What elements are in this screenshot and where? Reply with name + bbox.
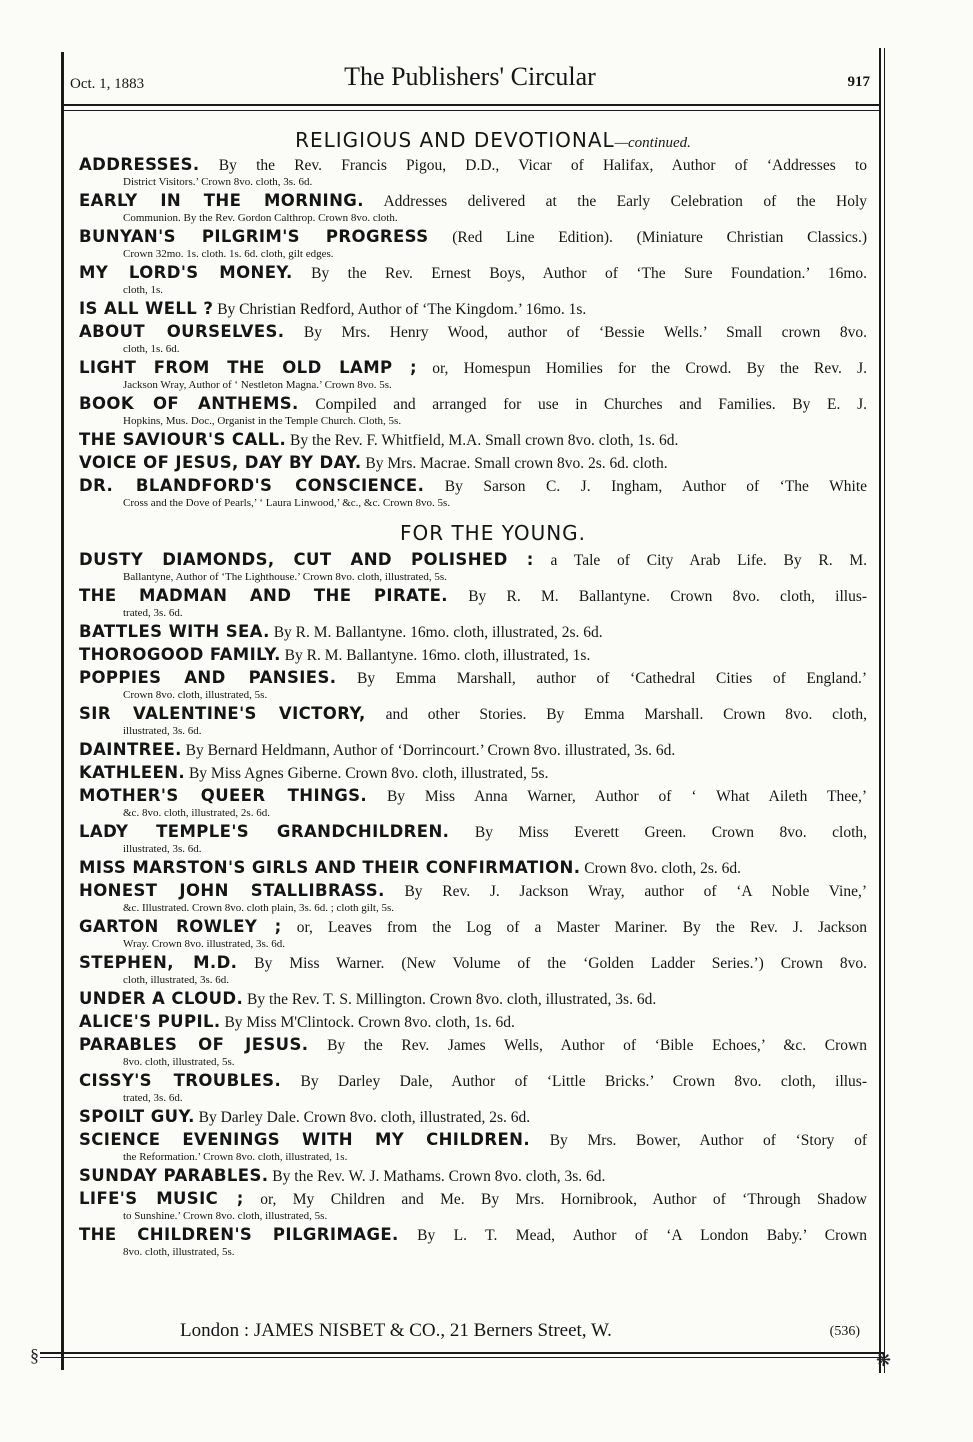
book-entry bbox=[79, 953, 867, 989]
book-entry bbox=[79, 822, 867, 858]
ad-code: (536) bbox=[829, 1324, 860, 1339]
book-description: and other Stories. By Emma Marshall. Crown 8vo. cloth, bbox=[385, 706, 868, 723]
book-details: cloth, 1s. 6d. bbox=[123, 343, 180, 355]
book-description: By L. T. Mead, Author of ‘A London Baby.’ Crown bbox=[417, 1227, 868, 1244]
book-title: GARTON ROWLEY ; bbox=[79, 917, 282, 936]
book-details: District Visitors.’ Crown 8vo. cloth, 3s. 6d. bbox=[123, 176, 313, 188]
book-entry-line bbox=[79, 953, 867, 974]
book-entry-line bbox=[79, 881, 867, 902]
book-entry bbox=[79, 263, 867, 299]
book-description: Addresses delivered at the Early Celebration of the Holy bbox=[383, 193, 867, 210]
book-title: STEPHEN, M.D. bbox=[79, 953, 238, 972]
young-list bbox=[79, 550, 867, 1261]
book-description: By Darley Dale. Crown 8vo. cloth, illustrated, 2s. 6d. bbox=[198, 1109, 531, 1126]
book-title: MOTHER'S QUEER THINGS. bbox=[79, 786, 368, 805]
book-entry-line bbox=[79, 1035, 867, 1056]
book-entry-line bbox=[79, 822, 867, 843]
book-details: Crown 32mo. 1s. cloth. 1s. 6d. cloth, gilt edges. bbox=[123, 248, 334, 260]
book-entry-line bbox=[79, 476, 867, 497]
book-details: illustrated, 3s. 6d. bbox=[123, 843, 202, 855]
book-title: LIGHT FROM THE OLD LAMP ; bbox=[79, 358, 417, 377]
book-details: illustrated, 3s. 6d. bbox=[123, 725, 202, 737]
book-title: KATHLEEN. bbox=[79, 763, 186, 782]
book-title: DAINTREE. bbox=[79, 740, 182, 759]
book-entry bbox=[79, 586, 867, 622]
book-entry bbox=[79, 453, 867, 476]
book-entry-line bbox=[79, 622, 867, 643]
footer-rule-thin bbox=[40, 1357, 885, 1358]
book-title: DR. BLANDFORD'S CONSCIENCE. bbox=[79, 476, 425, 495]
book-entry-line bbox=[79, 191, 867, 212]
book-entry bbox=[79, 191, 867, 227]
book-description: By Miss Everett Green. Crown 8vo. cloth, bbox=[474, 824, 868, 841]
book-entry bbox=[79, 881, 867, 917]
book-description: Crown 8vo. cloth, 2s. 6d. bbox=[584, 860, 742, 877]
footer-rule bbox=[40, 1352, 885, 1354]
book-description: By the Rev. W. J. Mathams. Crown 8vo. cloth, 3s. 6d. bbox=[272, 1168, 606, 1185]
book-entry bbox=[79, 1225, 867, 1261]
book-entry bbox=[79, 227, 867, 263]
book-title: THOROGOOD FAMILY. bbox=[79, 645, 281, 664]
header-rule-thin bbox=[64, 110, 879, 111]
page-footer bbox=[180, 1320, 860, 1342]
book-entry bbox=[79, 476, 867, 512]
book-description: By Mrs. Henry Wood, author of ‘Bessie Wells.’ Small crown 8vo. bbox=[303, 324, 867, 341]
book-entry bbox=[79, 786, 867, 822]
book-details: &c. 8vo. cloth, illustrated, 2s. 6d. bbox=[123, 807, 270, 819]
header-title: The Publishers' Circular bbox=[344, 62, 596, 91]
book-description: By Rev. J. Jackson Wray, author of ‘A Noble Vine,’ bbox=[404, 883, 868, 900]
book-entry bbox=[79, 1012, 867, 1035]
book-entry-line bbox=[79, 227, 867, 248]
book-title: POPPIES AND PANSIES. bbox=[79, 668, 337, 687]
book-description: or, Leaves from the Log of a Master Mariner. By the Rev. J. Jackson bbox=[296, 919, 868, 936]
book-description: By Miss Warner. (New Volume of the ‘Golden Ladder Series.’) Crown 8vo. bbox=[254, 955, 867, 972]
book-title: ALICE'S PUPIL. bbox=[79, 1012, 221, 1031]
book-title: DUSTY DIAMONDS, CUT AND POLISHED : bbox=[79, 550, 534, 569]
book-entry-line bbox=[79, 1107, 867, 1128]
side-ornament-icon: § bbox=[30, 1345, 39, 1365]
book-description: a Tale of City Arab Life. By R. M. bbox=[550, 552, 868, 569]
book-entry-line bbox=[79, 704, 867, 725]
page-content bbox=[79, 125, 867, 1261]
header-rule bbox=[64, 104, 879, 106]
book-description: or, Homespun Homilies for the Crowd. By the Rev. J. bbox=[432, 360, 867, 377]
section-title-religious-text: RELIGIOUS AND DEVOTIONAL bbox=[295, 128, 615, 152]
book-title: BUNYAN'S PILGRIM'S PROGRESS bbox=[79, 227, 429, 246]
section-title-religious bbox=[119, 125, 867, 155]
book-entry-line bbox=[79, 740, 867, 761]
book-title: SCIENCE EVENINGS WITH MY CHILDREN. bbox=[79, 1130, 531, 1149]
book-description: By R. M. Ballantyne. 16mo. cloth, illustrated, 2s. 6d. bbox=[273, 624, 603, 641]
book-title: UNDER A CLOUD. bbox=[79, 989, 244, 1008]
book-entry-line bbox=[79, 917, 867, 938]
book-entry-line bbox=[79, 263, 867, 284]
book-entry-line bbox=[79, 645, 867, 666]
book-title: CISSY'S TROUBLES. bbox=[79, 1071, 282, 1090]
book-details: trated, 3s. 6d. bbox=[123, 607, 183, 619]
book-entry-line bbox=[79, 155, 867, 176]
book-entry bbox=[79, 704, 867, 740]
book-title: THE CHILDREN'S PILGRIMAGE. bbox=[79, 1225, 399, 1244]
book-entry-line bbox=[79, 668, 867, 689]
book-entry-line bbox=[79, 1071, 867, 1092]
book-description: or, My Children and Me. By Mrs. Hornibrook, Author of ‘Through Shadow bbox=[260, 1191, 867, 1208]
right-border-rule-inner bbox=[884, 48, 885, 1373]
book-description: By the Rev. F. Whitfield, M.A. Small crown 8vo. cloth, 1s. 6d. bbox=[289, 432, 679, 449]
book-details: Jackson Wray, Author of ‘ Nestleton Magna.’ Crown 8vo. 5s. bbox=[123, 379, 392, 391]
book-entry bbox=[79, 299, 867, 322]
book-details: Ballantyne, Author of ‘The Lighthouse.’ Crown 8vo. cloth, illustrated, 5s. bbox=[123, 571, 447, 583]
book-title: ADDRESSES. bbox=[79, 155, 200, 174]
publisher-imprint: London : JAMES NISBET & CO., 21 Berners Street, W. bbox=[180, 1320, 612, 1341]
book-entry-line bbox=[79, 1225, 867, 1246]
book-entry bbox=[79, 1166, 867, 1189]
book-description: By Mrs. Bower, Author of ‘Story of bbox=[549, 1132, 867, 1149]
book-entry bbox=[79, 622, 867, 645]
book-entry-line bbox=[79, 989, 867, 1010]
book-entry bbox=[79, 430, 867, 453]
book-title: HONEST JOHN STALLIBRASS. bbox=[79, 881, 385, 900]
book-description: By R. M. Ballantyne. 16mo. cloth, illustrated, 1s. bbox=[284, 647, 591, 664]
book-title: SIR VALENTINE'S VICTORY, bbox=[79, 704, 366, 723]
book-entry bbox=[79, 155, 867, 191]
book-title: LADY TEMPLE'S GRANDCHILDREN. bbox=[79, 822, 450, 841]
book-entry bbox=[79, 763, 867, 786]
book-title: BATTLES WITH SEA. bbox=[79, 622, 270, 641]
book-entry-line bbox=[79, 763, 867, 784]
book-description: By Miss M'Clintock. Crown 8vo. cloth, 1s. 6d. bbox=[224, 1014, 515, 1031]
religious-list bbox=[79, 155, 867, 512]
section-title-continued: —continued. bbox=[614, 135, 691, 151]
book-entry bbox=[79, 989, 867, 1012]
book-details: to Sunshine.’ Crown 8vo. cloth, illustrated, 5s. bbox=[123, 1210, 328, 1222]
book-entry-line bbox=[79, 394, 867, 415]
book-details: Wray. Crown 8vo. illustrated, 3s. 6d. bbox=[123, 938, 285, 950]
book-title: PARABLES OF JESUS. bbox=[79, 1035, 309, 1054]
book-description: Compiled and arranged for use in Churches and Families. By E. J. bbox=[315, 396, 867, 413]
book-description: By Miss Agnes Giberne. Crown 8vo. cloth, illustrated, 5s. bbox=[188, 765, 549, 782]
book-entry-line bbox=[79, 786, 867, 807]
book-entry bbox=[79, 740, 867, 763]
book-entry bbox=[79, 917, 867, 953]
book-entry bbox=[79, 668, 867, 704]
left-border-rule bbox=[61, 52, 64, 1370]
book-entry-line bbox=[79, 358, 867, 379]
book-description: By Sarson C. J. Ingham, Author of ‘The White bbox=[444, 478, 868, 495]
book-entry bbox=[79, 1130, 867, 1166]
book-details: &c. Illustrated. Crown 8vo. cloth plain, 3s. 6d. ; cloth gilt, 5s. bbox=[123, 902, 394, 914]
book-entry-line bbox=[79, 1189, 867, 1210]
book-description: By Christian Redford, Author of ‘The Kingdom.’ 16mo. 1s. bbox=[217, 301, 587, 318]
book-title: THE MADMAN AND THE PIRATE. bbox=[79, 586, 448, 605]
book-entry bbox=[79, 358, 867, 394]
book-entry-line bbox=[79, 1130, 867, 1151]
book-entry-line bbox=[79, 858, 867, 879]
book-description: By the Rev. Francis Pigou, D.D., Vicar of Halifax, Author of ‘Addresses to bbox=[218, 157, 868, 174]
book-title: SPOILT GUY. bbox=[79, 1107, 195, 1126]
book-entry bbox=[79, 1035, 867, 1071]
book-entry-line bbox=[79, 453, 867, 474]
page-header bbox=[70, 62, 870, 96]
book-entry-line bbox=[79, 430, 867, 451]
book-title: MISS MARSTON'S GIRLS AND THEIR CONFIRMATION. bbox=[79, 858, 581, 877]
book-entry-line bbox=[79, 322, 867, 343]
book-title: MY LORD'S MONEY. bbox=[79, 263, 293, 282]
section-title-young: FOR THE YOUNG. bbox=[399, 521, 587, 545]
book-details: cloth, illustrated, 3s. 6d. bbox=[123, 974, 230, 986]
book-entry bbox=[79, 1189, 867, 1225]
book-title: THE SAVIOUR'S CALL. bbox=[79, 430, 287, 449]
book-entry bbox=[79, 322, 867, 358]
book-details: Crown 8vo. cloth, illustrated, 5s. bbox=[123, 689, 268, 701]
book-title: SUNDAY PARABLES. bbox=[79, 1166, 269, 1185]
book-description: By Bernard Heldmann, Author of ‘Dorrincourt.’ Crown 8vo. illustrated, 3s. 6d. bbox=[185, 742, 676, 759]
book-title: IS ALL WELL ? bbox=[79, 299, 214, 318]
book-entry bbox=[79, 394, 867, 430]
book-details: 8vo. cloth, illustrated, 5s. bbox=[123, 1246, 235, 1258]
book-description: By the Rev. T. S. Millington. Crown 8vo. cloth, illustrated, 3s. 6d. bbox=[247, 991, 657, 1008]
book-entry-line bbox=[79, 1012, 867, 1033]
book-description: By Miss Anna Warner, Author of ‘ What Aileth Thee,’ bbox=[386, 788, 867, 805]
header-date: Oct. 1, 1883 bbox=[70, 76, 145, 92]
book-description: By the Rev. James Wells, Author of ‘Bible Echoes,’ &c. Crown bbox=[327, 1037, 868, 1054]
book-details: the Reformation.’ Crown 8vo. cloth, illustrated, 1s. bbox=[123, 1151, 348, 1163]
book-title: BOOK OF ANTHEMS. bbox=[79, 394, 299, 413]
book-entry bbox=[79, 645, 867, 668]
header-page-number: 917 bbox=[847, 74, 870, 90]
book-entry-line bbox=[79, 550, 867, 571]
book-entry bbox=[79, 1107, 867, 1130]
book-details: cloth, 1s. bbox=[123, 284, 164, 296]
book-entry bbox=[79, 550, 867, 586]
book-title: VOICE OF JESUS, DAY BY DAY. bbox=[79, 453, 362, 472]
book-title: EARLY IN THE MORNING. bbox=[79, 191, 364, 210]
book-title: LIFE'S MUSIC ; bbox=[79, 1189, 244, 1208]
right-border-rule bbox=[879, 48, 881, 1373]
book-description: By Darley Dale, Author of ‘Little Bricks.’ Crown 8vo. cloth, illus- bbox=[300, 1073, 868, 1090]
book-details: Cross and the Dove of Pearls,’ ‘ Laura Linwood,’ &c., &c. Crown 8vo. 5s. bbox=[123, 497, 451, 509]
book-details: trated, 3s. 6d. bbox=[123, 1092, 183, 1104]
book-entry bbox=[79, 1071, 867, 1107]
corner-ornament-icon: ❋ bbox=[876, 1350, 892, 1370]
book-description: (Red Line Edition). (Miniature Christian Classics.) bbox=[452, 229, 867, 246]
book-description: By the Rev. Ernest Boys, Author of ‘The Sure Foundation.’ 16mo. bbox=[311, 265, 867, 282]
book-details: 8vo. cloth, illustrated, 5s. bbox=[123, 1056, 235, 1068]
book-entry bbox=[79, 858, 867, 881]
book-description: By R. M. Ballantyne. Crown 8vo. cloth, illus- bbox=[468, 588, 868, 605]
book-entry-line bbox=[79, 586, 867, 607]
book-details: Hopkins, Mus. Doc., Organist in the Temple Church. Cloth, 5s. bbox=[123, 415, 402, 427]
book-title: ABOUT OURSELVES. bbox=[79, 322, 285, 341]
book-description: By Emma Marshall, author of ‘Cathedral Cities of England.’ bbox=[357, 670, 868, 687]
book-entry-line bbox=[79, 299, 867, 320]
book-details: Communion. By the Rev. Gordon Calthrop. Crown 8vo. cloth. bbox=[123, 212, 398, 224]
book-entry-line bbox=[79, 1166, 867, 1187]
book-description: By Mrs. Macrae. Small crown 8vo. 2s. 6d. cloth. bbox=[365, 455, 668, 472]
